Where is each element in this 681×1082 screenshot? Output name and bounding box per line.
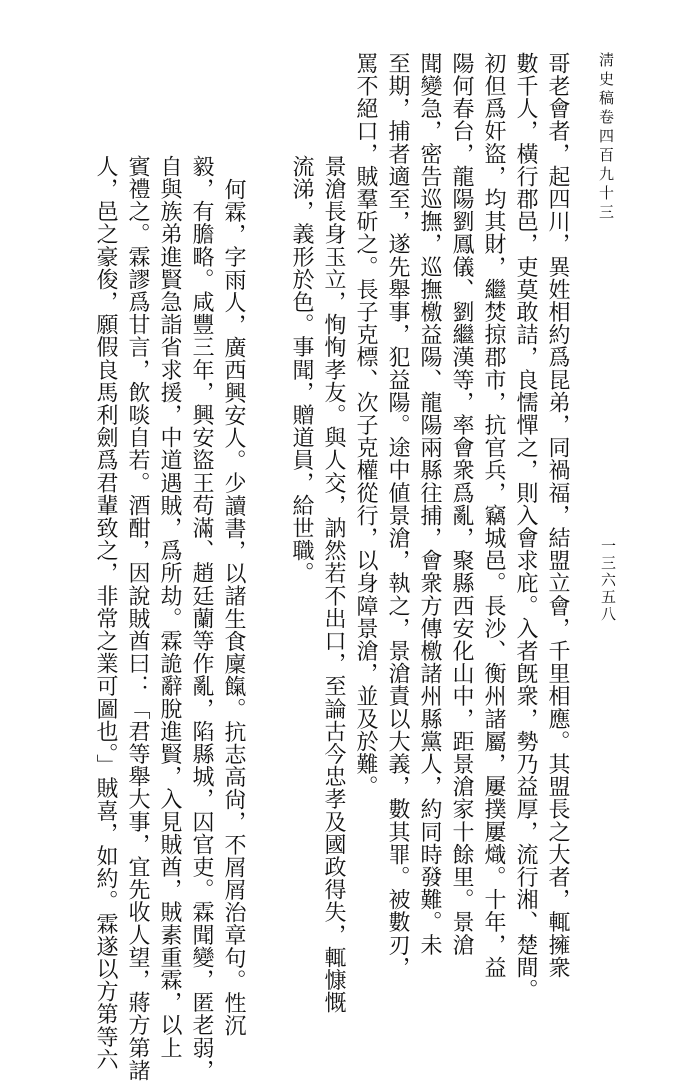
text-column: 賓禮之。霖謬爲甘言，飲啖自若。酒酣，因說賊酋曰：「君等舉大事，宜先收人望，蔣方第諸 — [125, 155, 150, 1082]
text-column: 自與族弟進賢急詣省求援，中道遇賊，爲所劫。霖詭辭脫進賢，入見賊酋，賊素重霖，以上 — [157, 155, 182, 1059]
page-title: 淸史稿卷四百九十三 — [597, 52, 615, 223]
text-column: 聞變急，密告巡撫，巡撫檄益陽、龍陽兩縣往捕，會衆方傳檄諸州縣黨人，約同時發難。未 — [417, 52, 442, 956]
text-column: 初但爲奸盜，均其財，繼焚掠郡市，抗官兵，竊城邑。長沙、衡州諸屬，屢撲屢熾。十年，益 — [481, 52, 506, 979]
text-column: 罵不絕口，賊羣斫之。長子克標、次子克權從行，以身障景滄，並及於難。 — [353, 52, 378, 798]
text-column: 哥老會者，起四川，異姓相約爲昆弟，同禍福，結盟立會，千里相應。其盟長之大者，輒擁衆 — [545, 52, 570, 979]
text-column: 陽何春台，龍陽劉鳳儀、劉繼漢等，率會衆爲亂，聚縣西安化山中，距景滄家十餘里。景滄 — [449, 52, 474, 956]
text-column: 人，邑之豪俊，願假良馬利劍爲君輩致之，非常之業可圖也。」賊喜，如約。霖遂以方第等六 — [93, 155, 118, 1071]
text-column: 至期，捕者適至，遂先舉事，犯益陽。途中値景滄，執之，景滄責以大義，數其罪。被數刃， — [385, 52, 410, 979]
text-column: 何霖，字雨人，廣西興安人。少讀書，以諸生食廩餼。抗志高尙，不屑屑治章句。性沉 — [221, 178, 246, 1037]
text-column: 數千人，橫行郡邑，吏莫敢詰，良懦憚之，則入會求庇。入者旣衆，勢乃益厚，流行湘、楚間。 — [513, 52, 538, 1002]
text-column: 景滄長身玉立，恂恂孝友。與人交，訥然若不出口，至論古今忠孝及國政得失，輒慷慨 — [321, 155, 346, 1014]
text-column: 毅，有膽略。咸豐三年，興安盜王苟滿、趙廷蘭等作亂，陷縣城，囚官吏。霖聞變，匿老弱， — [189, 155, 214, 1082]
text-column: 流涕，義形於色。事聞，贈道員，給世職。 — [289, 155, 314, 585]
page-number: 一三六五八 — [599, 538, 617, 623]
